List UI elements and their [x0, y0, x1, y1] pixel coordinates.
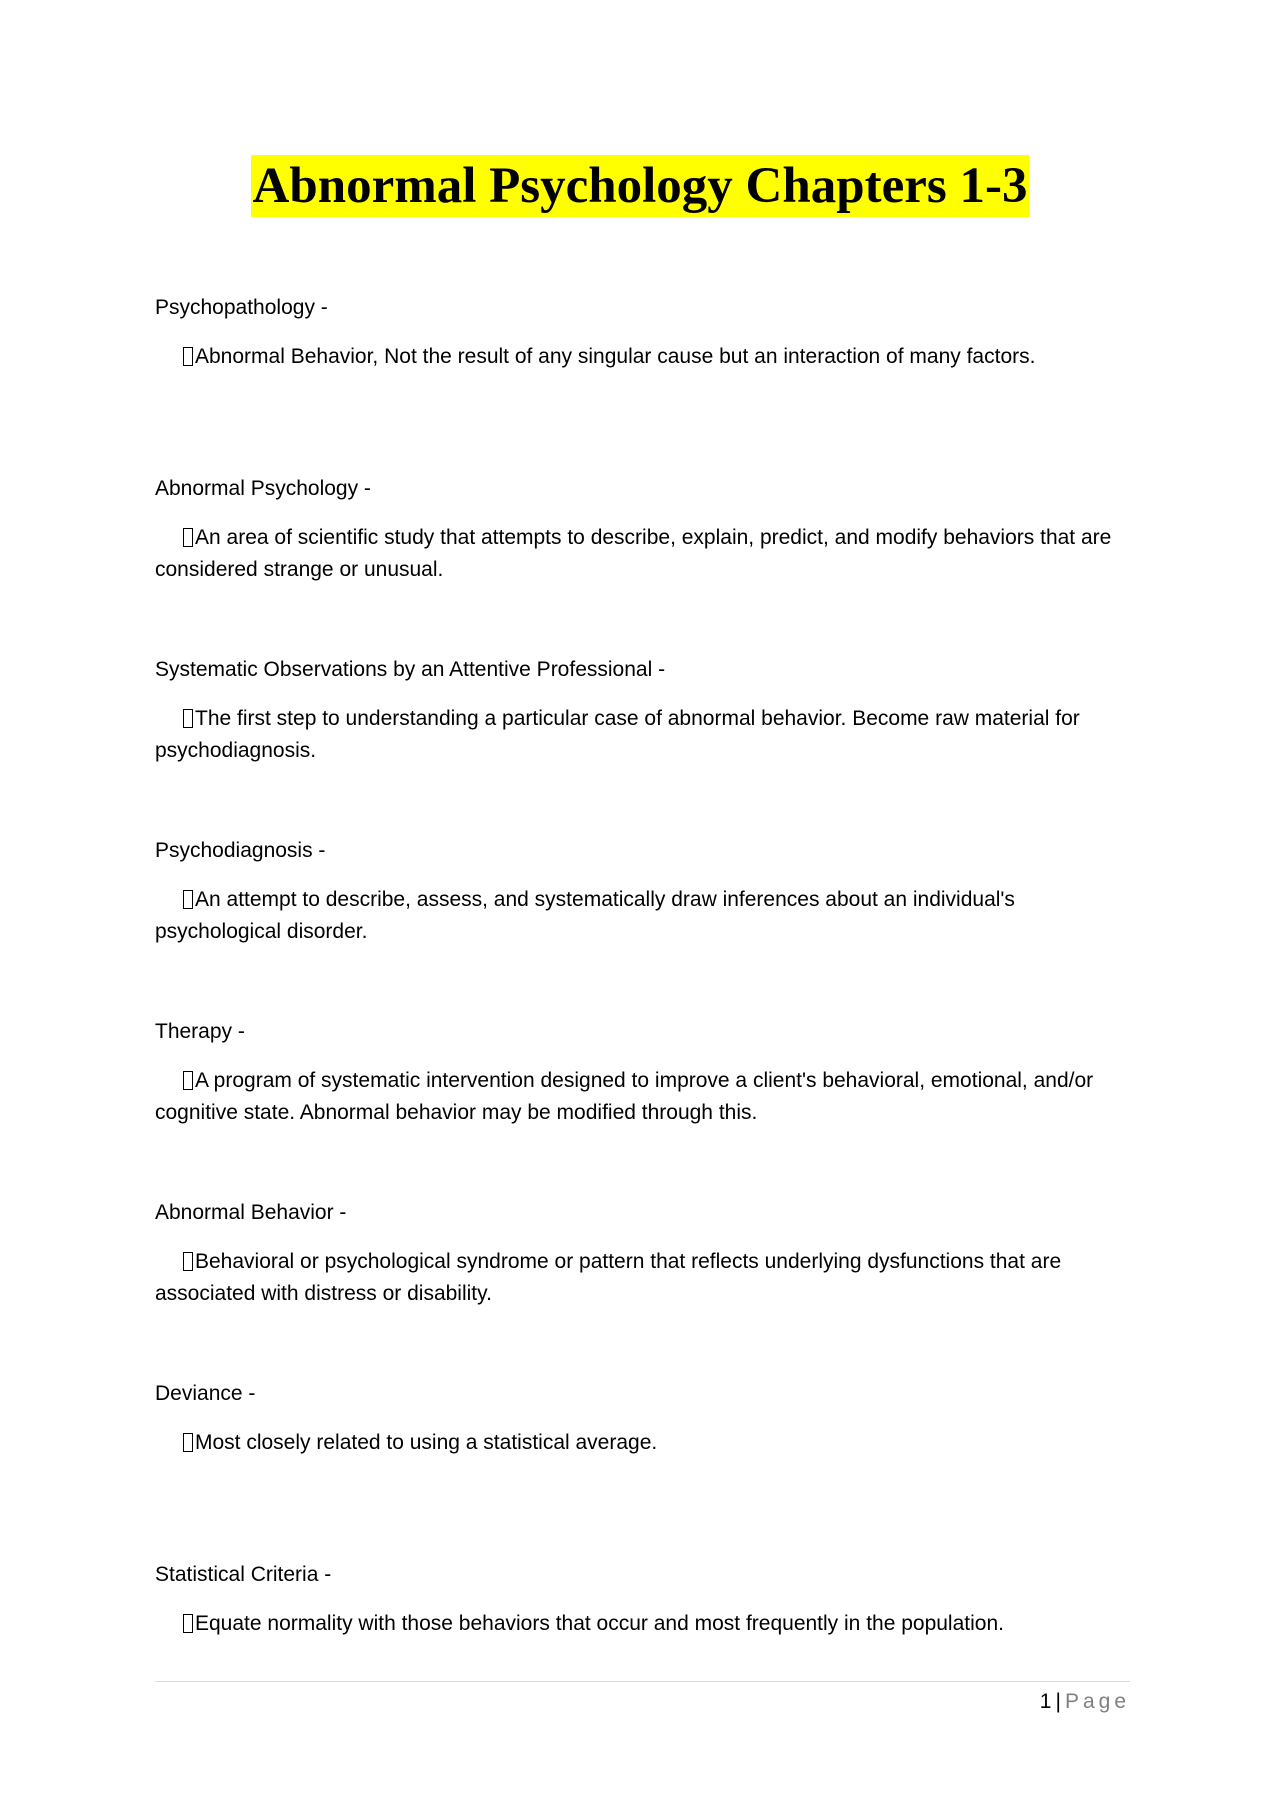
glossary-term: Abnormal Psychology - [155, 477, 371, 500]
glossary-entry [155, 290, 1130, 471]
missing-glyph-box-icon [183, 1614, 193, 1633]
definition-text: An area of scientific study that attempts to describe, explain, predict, and modify behaviors that are considered strange or unusual. [155, 526, 1112, 581]
missing-glyph-box-icon [183, 528, 193, 547]
glossary-list [155, 290, 1130, 1738]
missing-glyph-box-icon [183, 1252, 193, 1271]
glossary-term: Statistical Criteria - [155, 1563, 332, 1586]
missing-glyph-box-icon [183, 1433, 193, 1452]
glossary-term: Therapy - [155, 1020, 245, 1043]
page-label: Page [1064, 1690, 1130, 1713]
glossary-definition [155, 341, 1130, 373]
page-title: Abnormal Psychology Chapters 1-3 [251, 155, 1030, 217]
glossary-definition [155, 884, 1130, 948]
missing-glyph-box-icon [183, 1071, 193, 1090]
missing-glyph-box-icon [183, 709, 193, 728]
glossary-term: Psychodiagnosis - [155, 839, 326, 862]
definition-text: An attempt to describe, assess, and systematically draw inferences about an individual's psychological disorder. [155, 888, 1015, 943]
glossary-entry [155, 1014, 1130, 1195]
glossary-entry [155, 652, 1130, 833]
glossary-entry [155, 1195, 1130, 1376]
glossary-definition [155, 1246, 1130, 1310]
definition-text: Behavioral or psychological syndrome or pattern that reflects underlying dysfunctions that are associated with distress or disability. [155, 1250, 1062, 1305]
page-number: 1 [1039, 1690, 1052, 1713]
glossary-entry [155, 1376, 1130, 1557]
glossary-definition [155, 1608, 1130, 1640]
definition-text: Abnormal Behavior, Not the result of any singular cause but an interaction of many factors. [195, 345, 1036, 368]
footer-divider [155, 1681, 1130, 1682]
glossary-term: Deviance - [155, 1382, 256, 1405]
glossary-definition [155, 1065, 1130, 1129]
missing-glyph-box-icon [183, 347, 193, 366]
definition-text: Most closely related to using a statistical average. [195, 1431, 658, 1454]
glossary-entry [155, 471, 1130, 652]
definition-text: The first step to understanding a particular case of abnormal behavior. Become raw material for psychodiagnosis. [155, 707, 1080, 762]
page-footer [1040, 1688, 1130, 1716]
glossary-definition [155, 522, 1130, 586]
glossary-term: Psychopathology - [155, 296, 328, 319]
glossary-definition [155, 1427, 1130, 1459]
missing-glyph-box-icon [183, 890, 193, 909]
glossary-entry [155, 1557, 1130, 1738]
glossary-definition [155, 703, 1130, 767]
glossary-term: Abnormal Behavior - [155, 1201, 347, 1224]
definition-text: Equate normality with those behaviors that occur and most frequently in the population. [195, 1612, 1004, 1635]
footer-separator: | [1055, 1690, 1061, 1713]
glossary-term: Systematic Observations by an Attentive Professional - [155, 658, 666, 681]
glossary-entry [155, 833, 1130, 1014]
definition-text: A program of systematic intervention designed to improve a client's behavioral, emotional, and/or cognitive state. Abnormal behavior may be modified through this. [155, 1069, 1094, 1124]
title-block [0, 155, 1280, 217]
